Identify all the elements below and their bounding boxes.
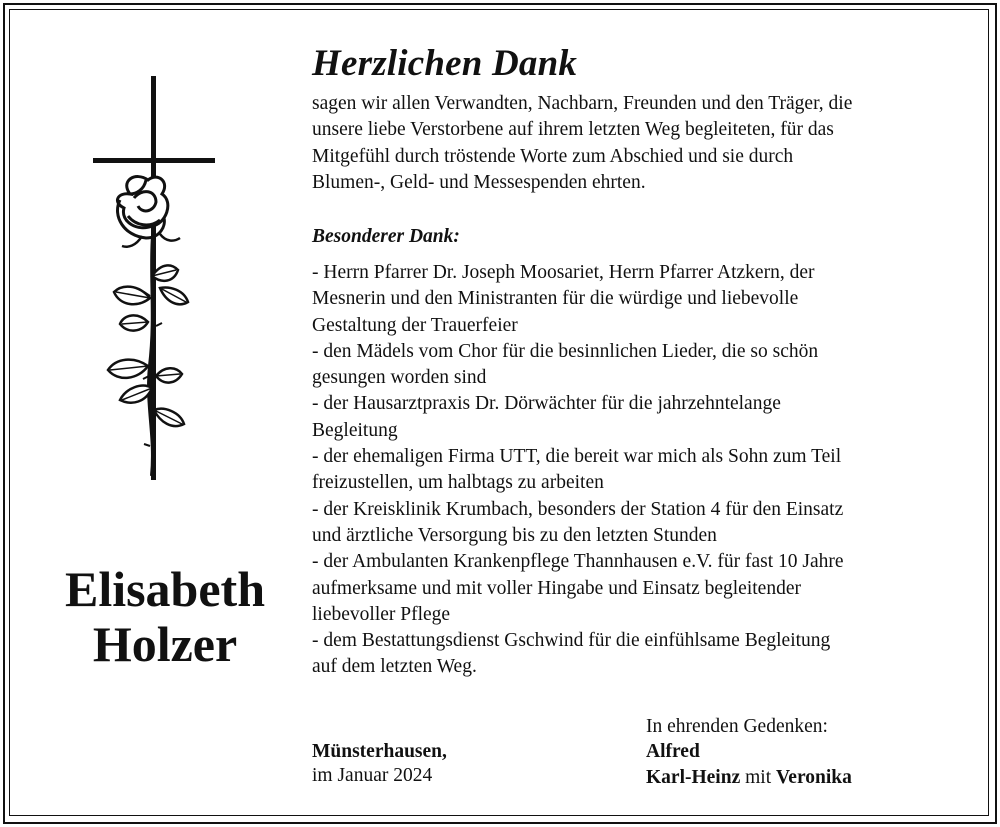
date: im Januar 2024 [312,765,433,786]
thanks-line: - der Ambulanten Krankenpflege Thannhausen e.V. für fast 10 Jahre [312,551,844,573]
signatory-first: Alfred [646,741,700,762]
memorial-line: In ehrenden Gedenken: [646,716,828,737]
thanks-line: freizustellen, um halbtags zu arbeiten [312,472,604,494]
thanks-line: - den Mädels vom Chor für die besinnlichen Lieder, die so schön [312,340,819,362]
intro-line: Mitgefühl durch tröstende Worte zum Abschied und sie durch [312,145,794,167]
thanks-line: - Herrn Pfarrer Dr. Joseph Moosariet, Herrn Pfarrer Atzkern, der [312,262,815,283]
thanks-line: Mesnerin und den Ministranten für die würdige und liebevolle [312,288,799,310]
thanks-line: Begleitung [312,419,398,441]
place: Münsterhausen, [312,741,447,762]
intro-line: sagen wir allen Verwandten, Nachbarn, Freunden und den Träger, die [312,93,853,114]
thanks-line: aufmerksame und mit voller Hingabe und Einsatz begleitender [312,577,801,599]
thanks-line: - dem Bestattungsdienst Gschwind für die einfühlsame Begleitung [312,630,831,652]
thanks-line: liebevoller Pflege [312,603,451,625]
thanks-list [312,260,972,681]
thanks-item [312,497,972,550]
signatory-name: Karl-Heinz [646,767,741,788]
special-thanks-heading: Besonderer Dank: [312,226,460,247]
thanks-item [312,628,972,681]
thanks-line: - der Kreisklinik Krumbach, besonders der Station 4 für den Einsatz [312,498,844,520]
thanks-item [312,444,972,497]
thanks-line: gesungen worden sind [312,367,487,389]
thanks-line: Gestaltung der Trauerfeier [312,314,518,336]
cross-with-rose-icon [90,76,220,486]
thanks-item [312,339,972,392]
thanks-line: auf dem letzten Weg. [312,656,477,678]
thanks-item [312,260,972,339]
deceased-last-name: Holzer [92,616,238,672]
thanks-item [312,391,972,444]
thanks-line: - der ehemaligen Firma UTT, die bereit war mich als Sohn zum Teil [312,446,842,468]
intro-line: Blumen-, Geld- und Messespenden ehrten. [312,171,646,193]
deceased-name [40,562,290,672]
thanks-item [312,549,972,628]
heading: Herzlichen Dank [312,43,578,84]
signatory-name: Veronika [776,767,852,788]
thanks-line: - der Hausarztpraxis Dr. Dörwächter für die jahrzehntelange [312,393,781,415]
intro-paragraph [312,91,960,196]
deceased-first-name: Elisabeth [64,561,266,617]
signatory-connector: mit [745,767,772,788]
intro-line: unsere liebe Verstorbene auf ihrem letzten Weg begleiteten, für das [312,119,834,141]
thanks-line: und ärztliche Versorgung bis zu den letzten Stunden [312,524,717,546]
signatory-second [646,767,852,789]
